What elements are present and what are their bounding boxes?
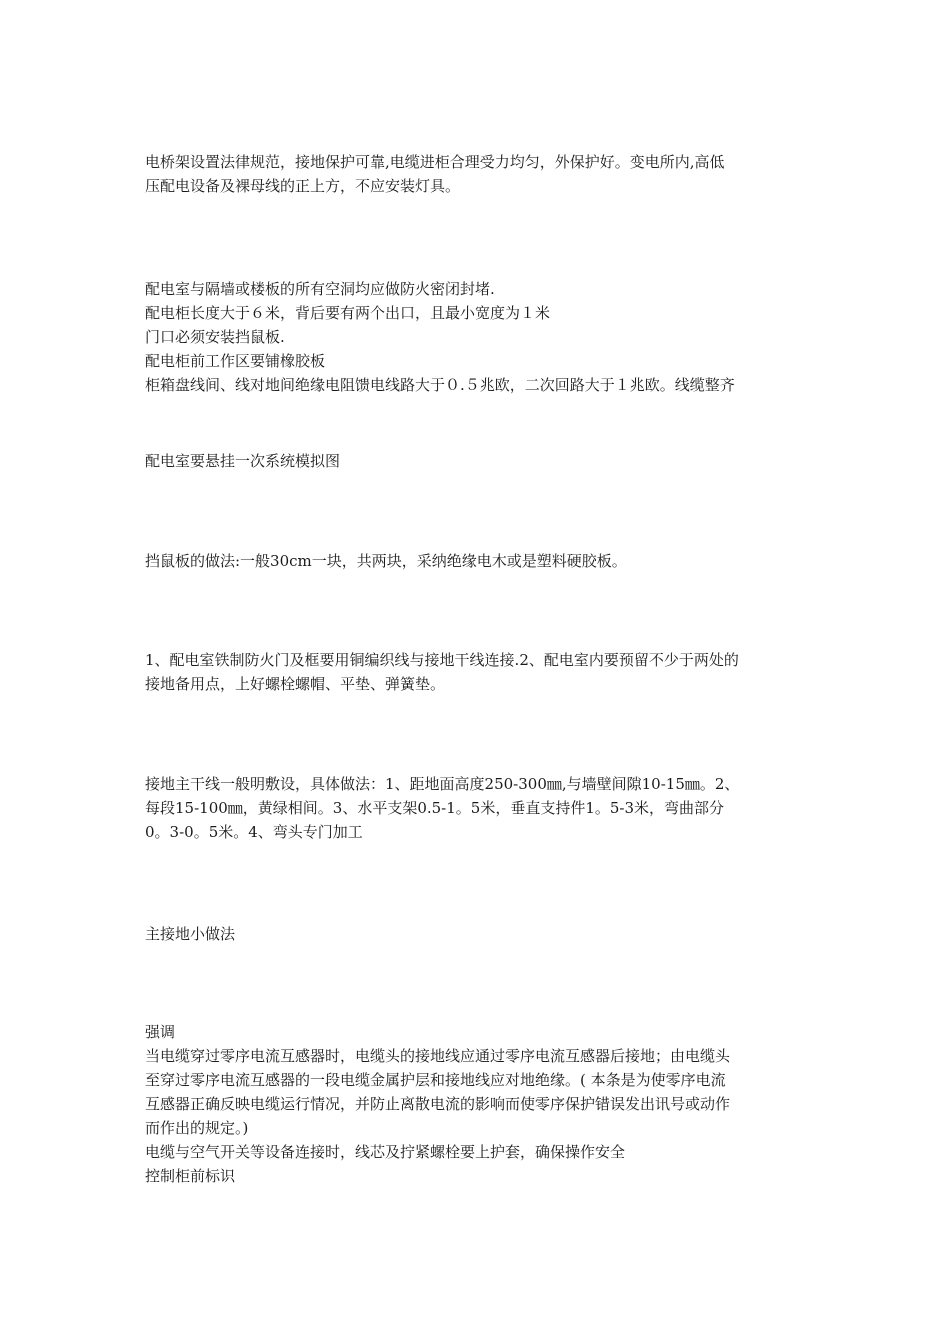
text-line: 接地备用点，上好螺栓螺帽、平垫、弹簧垫。 (145, 675, 446, 693)
paragraph-rat-guard (145, 549, 810, 573)
text-line: 控制柜前标识 (145, 1167, 236, 1185)
text-line: 强调 (145, 1023, 176, 1041)
text-line: 配电柜长度大于６米，背后要有两个出口，且最小宽度为１米 (145, 304, 551, 322)
paragraph-main-ground-method (145, 922, 810, 946)
text-line: 电桥架设置法律规范，接地保护可靠,电缆进柜合理受力均匀，外保护好。变电所内,高低 (145, 153, 725, 171)
text-line: 柜箱盘线间、线对地间绝缘电阻馈电线路大于０.５兆欧，二次回路大于１兆欧。线缆整齐 (145, 376, 735, 394)
text-line: 接地主干线一般明敷设，具体做法：1、距地面高度250-300㎜,与墙壁间隙10-15㎜。2、 (145, 775, 740, 793)
text-line: 每段15-100㎜，黄绿相间。3、水平支架0.5-1。5米，垂直支持件1。5-3米，弯曲部分 (145, 799, 725, 817)
text-line: 当电缆穿过零序电流互感器时，电缆头的接地线应通过零序电流互感器后接地；由电缆头 (145, 1047, 731, 1065)
text-line: 门口必须安装挡鼠板. (145, 328, 285, 346)
paragraph-fire-door-grounding (145, 648, 810, 696)
paragraph-system-diagram (145, 449, 810, 473)
paragraph-emphasis (145, 1020, 810, 1188)
text-line: 配电室要悬挂一次系统模拟图 (145, 452, 341, 470)
text-line: 配电室与隔墙或楼板的所有空洞均应做防火密闭封堵. (145, 280, 495, 298)
text-line: 至穿过零序电流互感器的一段电缆金属护层和接地线应对地绝缘。( 本条是为使零序电流 (145, 1071, 726, 1089)
text-line: 互感器正确反映电缆运行情况，并防止离散电流的影响而使零序保护错误发出讯号或动作 (145, 1095, 731, 1113)
paragraph-distribution-room-rules (145, 277, 810, 397)
text-line: 电缆与空气开关等设备连接时，线芯及拧紧螺栓要上护套，确保操作安全 (145, 1143, 626, 1161)
text-line: 主接地小做法 (145, 925, 236, 943)
text-line: 1、配电室铁制防火门及框要用铜编织线与接地干线连接.2、配电室内要预留不少于两处的 (145, 651, 739, 669)
text-line: 配电柜前工作区要铺橡胶板 (145, 352, 326, 370)
text-line: 0。3-0。5米。4、弯头专门加工 (145, 823, 363, 841)
paragraph-main-ground-line (145, 772, 810, 844)
paragraph-cable-tray (145, 150, 810, 198)
text-line: 而作出的规定。) (145, 1119, 249, 1137)
text-line: 挡鼠板的做法:一般30cm一块，共两块，采纳绝缘电木或是塑料硬胶板。 (145, 552, 627, 570)
text-line: 压配电设备及裸母线的正上方，不应安装灯具。 (145, 177, 461, 195)
